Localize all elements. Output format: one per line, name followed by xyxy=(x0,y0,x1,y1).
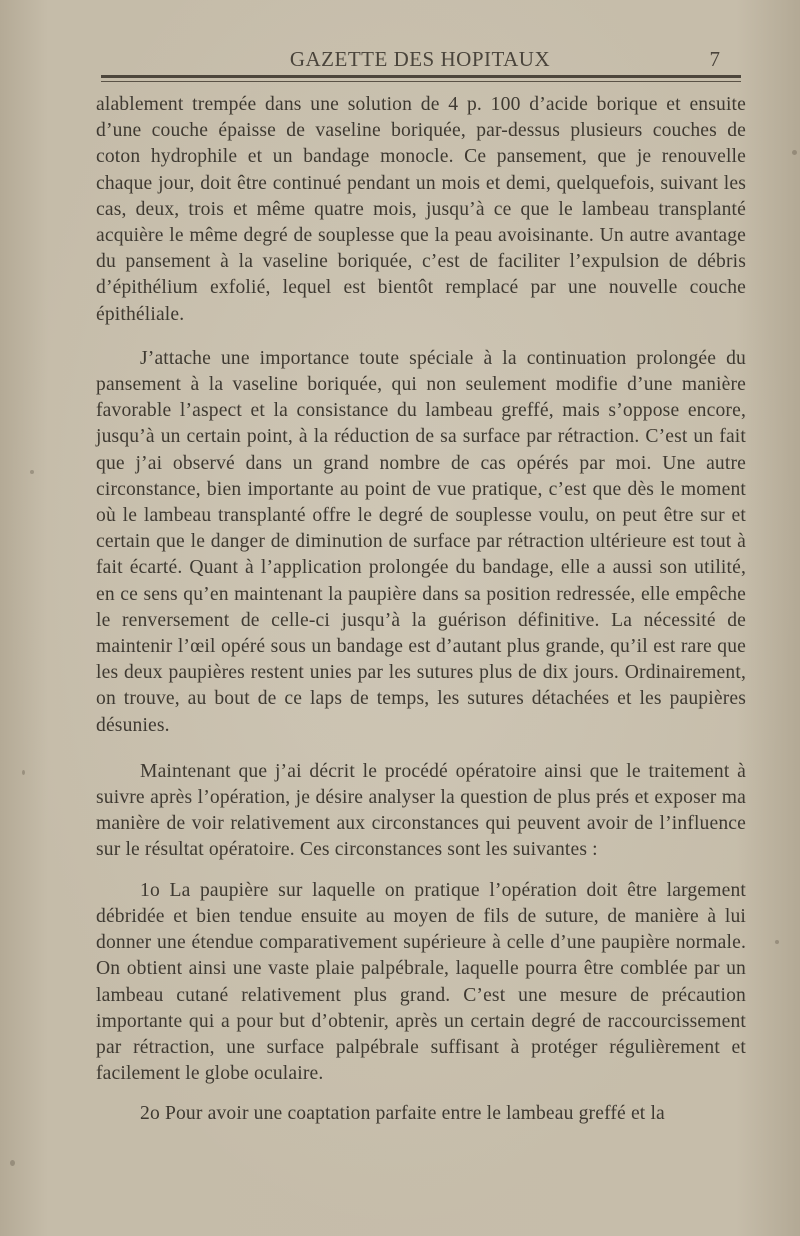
header-rule-thin xyxy=(101,81,741,82)
running-header xyxy=(100,44,740,74)
body-text xyxy=(96,92,746,1128)
paragraph-circumstances-intro: Maintenant que j’ai décrit le procédé opératoire ainsi que le traitement à suivre après l’opération, je désire analyser la question de plus prés et exposer ma manière de voir relativement aux circonstances qui peuvent avoir de l’influence sur le résultat opératoire. Ces circonstances sont les suivantes : xyxy=(96,760,746,861)
header-rule-thick xyxy=(101,75,741,78)
paper-speck xyxy=(22,770,25,775)
paper-speck xyxy=(30,470,34,474)
journal-title: GAZETTE DES HOPITAUX xyxy=(289,47,551,71)
paragraph-continuation: alablement trempée dans une solution de 4 p. 100 d’acide borique et ensuite d’une couche épaisse de vaseline boriquée, par-dessus plusieurs couches de coton hydrophile et un bandage monocle. Ce pansement, que je renouvelle chaque jour, doit être continué pendant un mois et demi, quelquefois, suivant les cas, deux, trois et même quatre mois, jusqu’à ce que le lambeau transplanté acquière le même degré de souplesse que la peau avoisinante. Un autre avantage du pansement à la vaseline boriquée, c’est de faciliter l’expulsion de débris d’épithélium exfolié, lequel est bientôt remplacé par une nouvelle couche épithéliale. xyxy=(96,94,746,325)
page-number: 7 xyxy=(709,47,720,71)
paragraph-point-1: 1o La paupière sur laquelle on pratique l’opération doit être largement débridée et bien tendue ensuite au moyen de fils de suture, de manière à lui donner une étendue comparativement supérieure à celle d’une paupière normale. On obtient ainsi une vaste plaie palpébrale, laquelle pourra être comblée par un lambeau cutané relativement plus grand. C’est une mesure de précaution importante qui a pour but d’obtenir, après un certain degré de raccourcissement par rétraction, une surface palpébrale suffisant à protéger régulièrement et facilement le globe oculaire. xyxy=(96,879,746,1085)
paper-speck xyxy=(775,940,779,944)
paper-speck xyxy=(10,1160,15,1166)
paper-speck xyxy=(792,150,797,155)
paragraph-point-2: 2o Pour avoir une coaptation parfaite entre le lambeau greffé et la xyxy=(140,1103,665,1125)
paragraph-boric-dressing: J’attache une importance toute spéciale à la continuation prolongée du pansement à la vaseline boriquée, qui non seulement modifie d’une manière favorable l’aspect et la consistance du lambeau greffé, mais s’oppose encore, jusqu’à un certain point, à la réduction de sa surface par rétraction. C’est un fait que j’ai observé dans un grand nombre de cas opérés par moi. Une autre circonstance, bien importante au point de vue pratique, c’est que dès le moment où le lambeau transplanté offre le degré de souplesse voulu, on peut être sur et certain que le danger de diminution de surface par rétraction ultérieure est tout à fait écarté. Quant à l’application prolongée du bandage, elle a aussi son utilité, en ce sens qu’en maintenant la paupière dans sa position redressée, elle empêche le renversement de celle-ci jusqu’à la guérison définitive. La nécessité de maintenir l’œil opéré sous un bandage est d’autant plus grande, qu’il est rare que les deux paupières restent unies par les sutures plus de dix jours. Ordinairement, on trouve, au bout de ce laps de temps, les sutures détachées et les paupières désunies. xyxy=(96,347,746,736)
